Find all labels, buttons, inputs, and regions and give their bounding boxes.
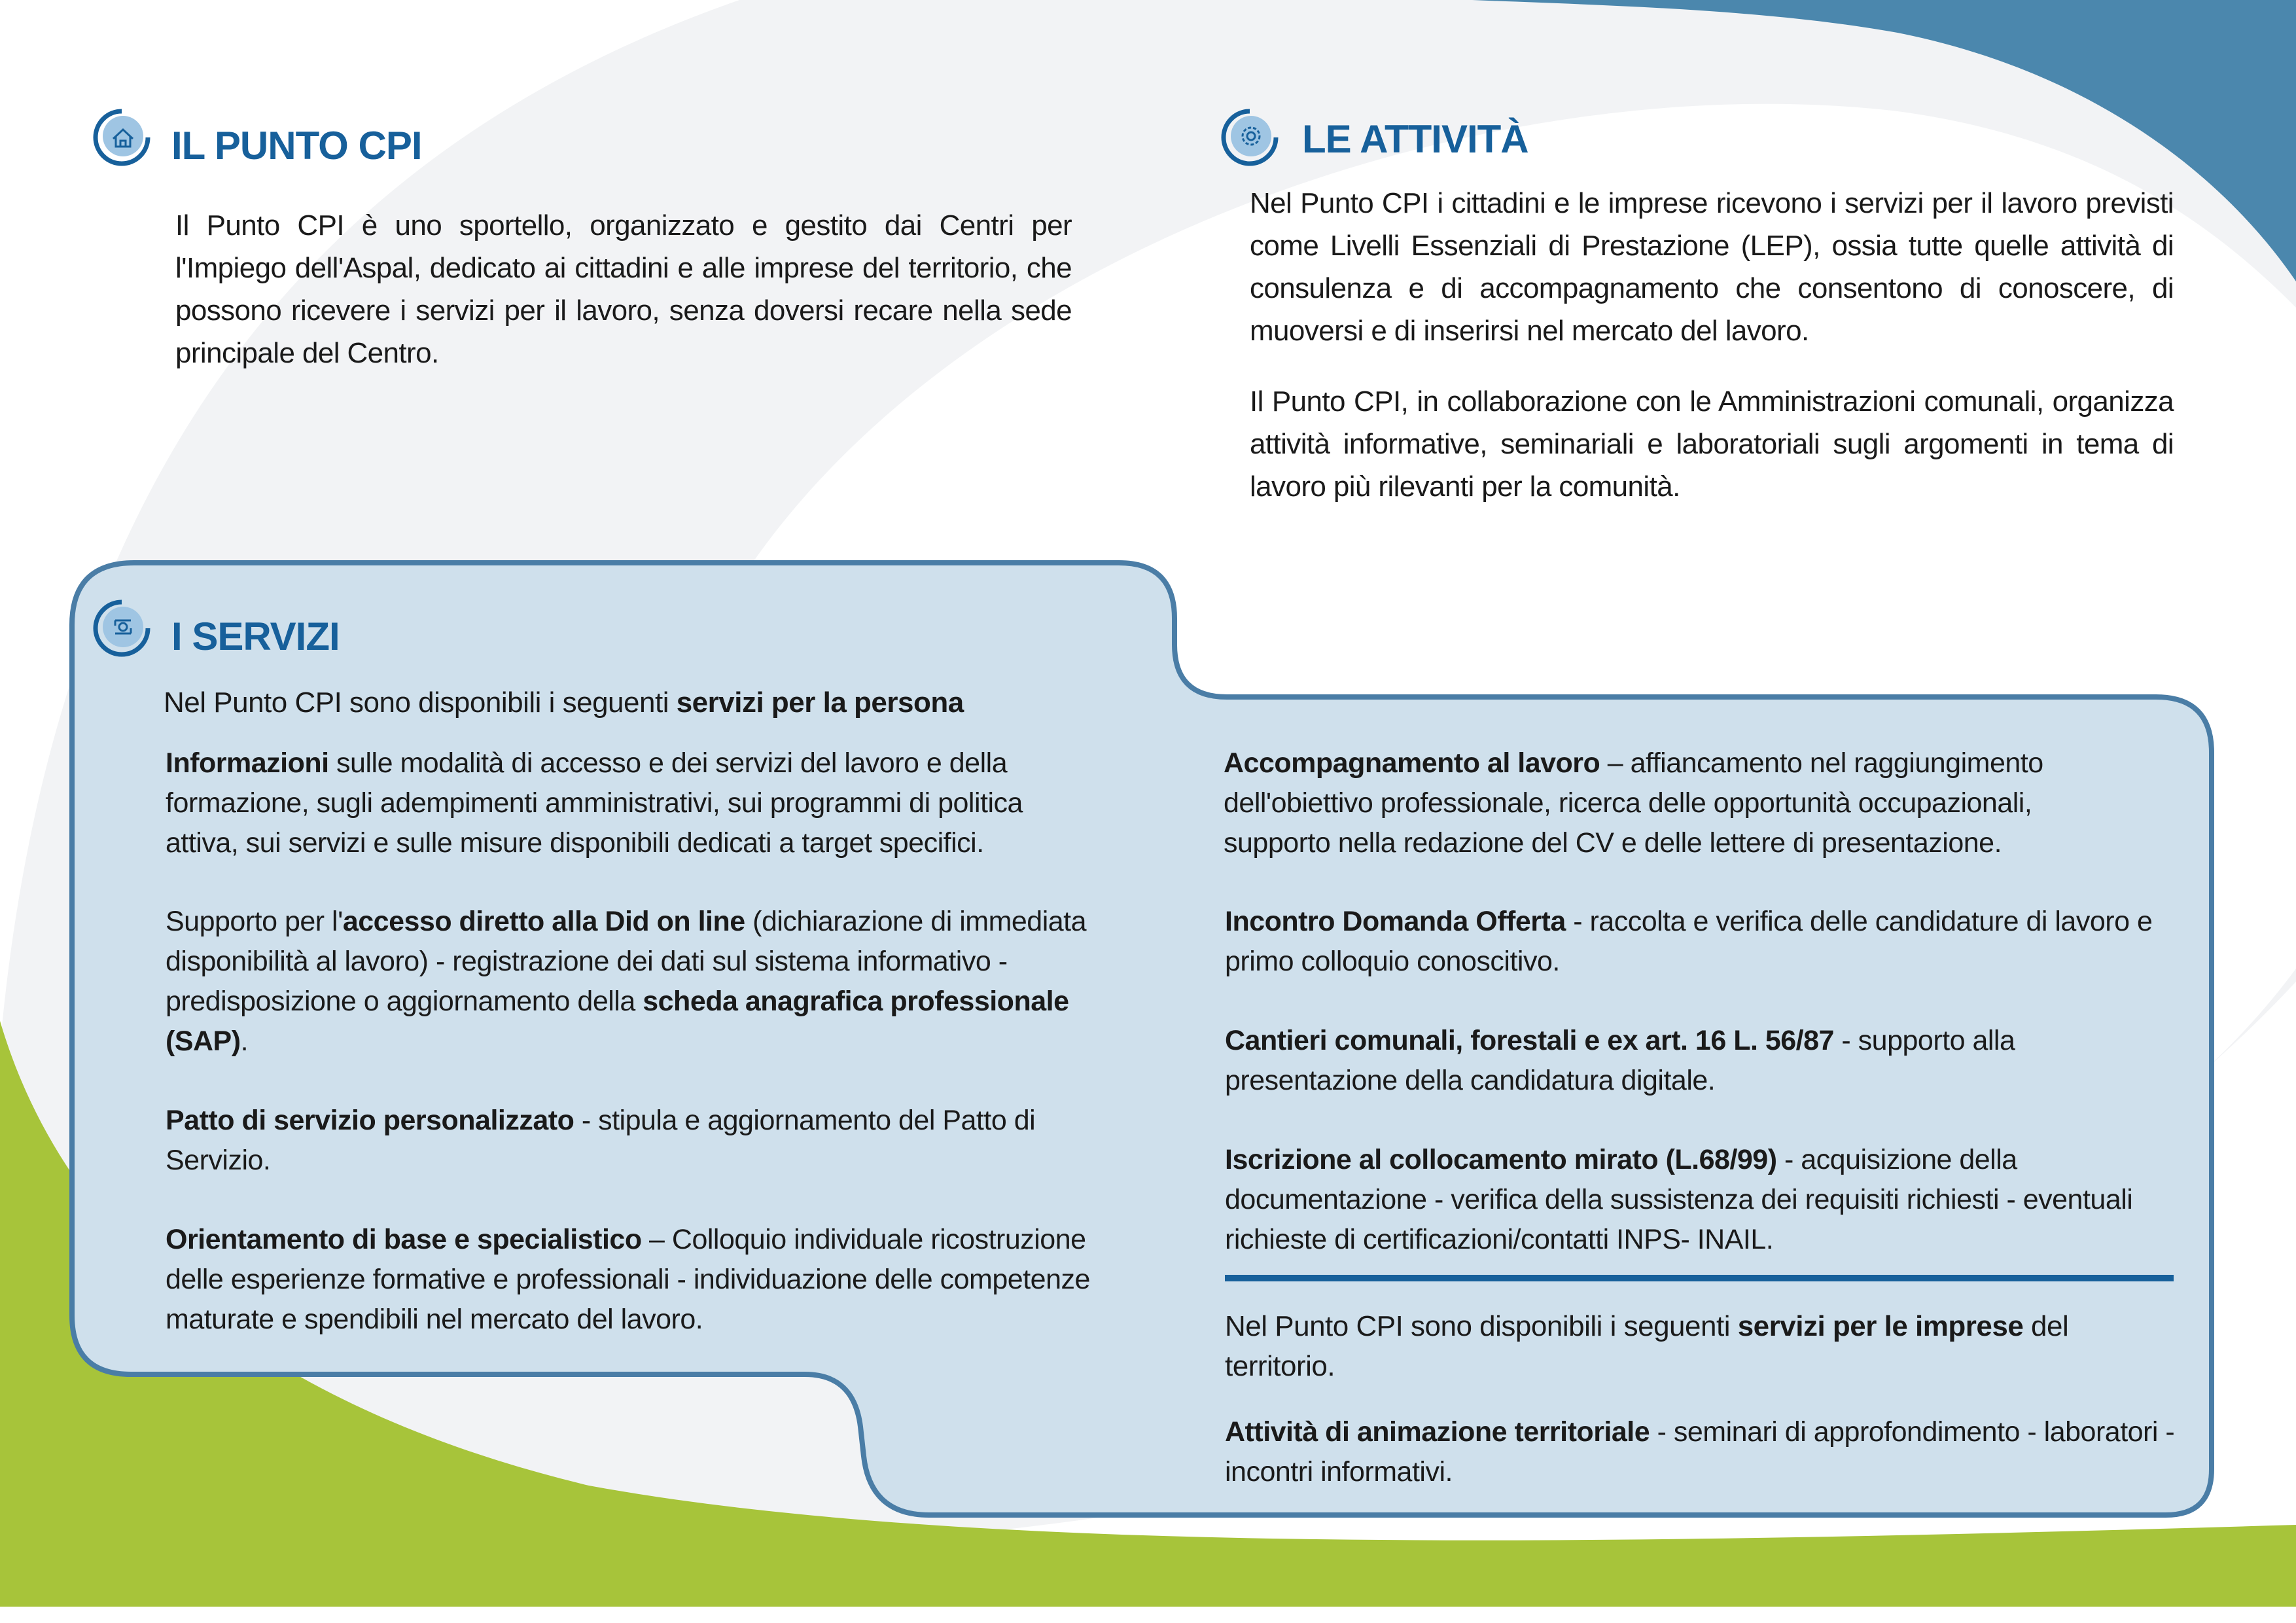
servizi-title: I SERVIZI [171,615,340,658]
service-item-cantieri: Cantieri comunali, forestali e ex art. 16 L. 56/87 - supporto alla presentazione della candidatura digitale. [1225,1025,2015,1096]
attivita-text [1250,182,2174,536]
persona-item-patto: Patto di servizio personalizzato - stipula e aggiornamento del Patto di Servizio. [166,1105,1036,1176]
service-item-accompagnamento: Accompagnamento al lavoro – affiancamento nel raggiungimento dell'obiettivo professionale, ricerca delle opportunità occupazionali, supporto nella redazione del CV e delle lettere di presentazione. [1224,747,2043,859]
attivita-paragraph-1: Nel Punto CPI i cittadini e le imprese ricevono i servizi per il lavoro previsti come Livelli Essenziali di Prestazione (LEP), ossia tutte quelle attività di consulenza e di accompagnamento che consentono di conoscere, di muoversi e di inserirsi nel mercato del lavoro. [1250,187,2174,347]
persona-intro: Nel Punto CPI sono disponibili i seguenti servizi per la persona [164,687,964,719]
attivita-title: LE ATTIVITÀ [1302,117,1528,161]
gear-icon [1218,106,1281,169]
imprese-intro: Nel Punto CPI sono disponibili i seguenti servizi per le imprese del territorio. [1225,1310,2069,1382]
persona-item-informazioni: Informazioni sulle modalità di accesso e dei servizi del lavoro e della formazione, sugli adempimenti amministrativi, sui programmi di politica attiva, sui servizi e sulle misure disponibili dedicati a target specifici. [166,747,1023,859]
services-icon [90,597,153,660]
persona-item-orientamento: Orientamento di base e specialistico – Colloquio individuale ricostruzione delle esperienze formative e professionali - individuazione delle competenze maturate e spendibili nel mercato del lavoro. [166,1224,1090,1335]
service-item-collocamento: Iscrizione al collocamento mirato (L.68/99) - acquisizione della documentazione - verifica della sussistenza dei requisiti richiesti - eventuali richieste di certificazioni/contatti INPS- INAIL. [1225,1144,2133,1255]
home-icon [90,106,153,169]
persona-item-did: Supporto per l'accesso diretto alla Did on line (dichiarazione di immediata disponibilità al lavoro) - registrazione dei dati sul sistema informativo - predisposizione o aggiornamento della scheda anagrafica professionale (SAP). [166,906,1087,1057]
punto-cpi-text: Il Punto CPI è uno sportello, organizzato e gestito dai Centri per l'Impiego dell'Aspal, dedicato ai cittadini e alle imprese del territorio, che possono ricevere i servizi per il lavoro, senza doversi recare nella sede principale del Centro. [175,209,1072,369]
attivita-paragraph-2: Il Punto CPI, in collaborazione con le Amministrazioni comunali, organizza attività informative, seminariali e laboratoriali sugli argomenti in tema di lavoro più rilevanti per la comunità. [1250,385,2174,503]
service-item-incontro: Incontro Domanda Offerta - raccolta e verifica delle candidature di lavoro e primo colloquio conoscitivo. [1225,906,2153,977]
imprese-item-animazione: Attività di animazione territoriale - seminari di approfondimento - laboratori - incontri informativi. [1225,1416,2175,1488]
punto-cpi-title: IL PUNTO CPI [171,124,422,168]
